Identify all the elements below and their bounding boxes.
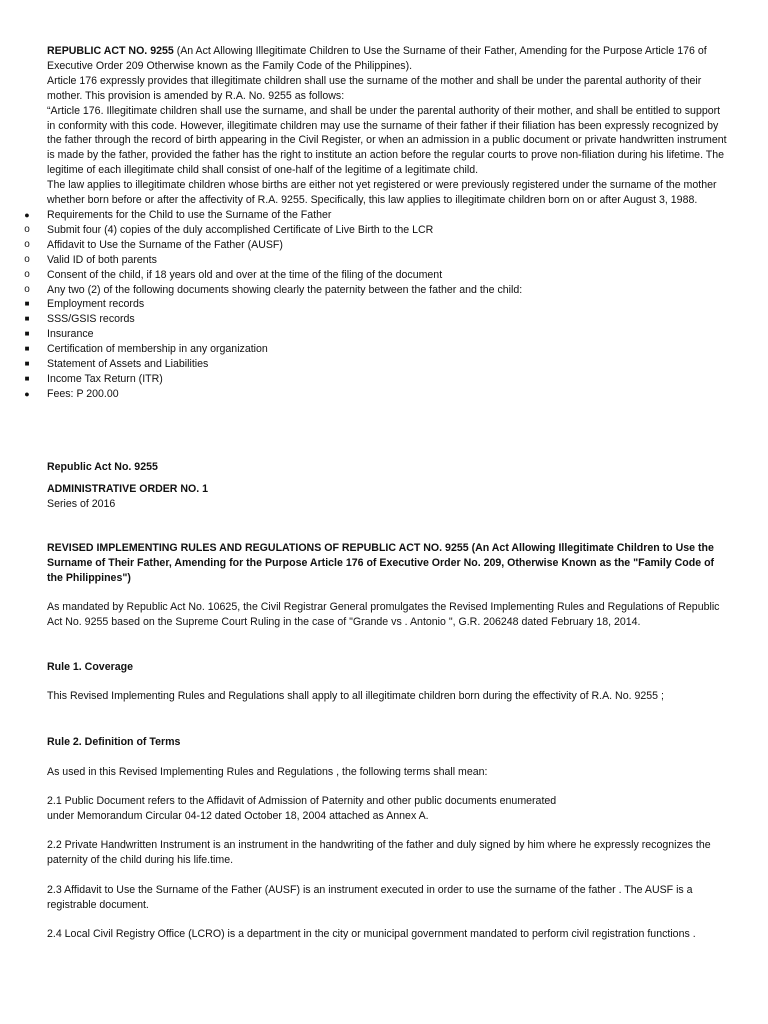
rule-2-title: Rule 2. Definition of Terms: [47, 736, 181, 748]
bullet-circle-icon: o: [24, 238, 30, 250]
requirements-list-item: [24, 253, 728, 268]
admin-order-title: ADMINISTRATIVE ORDER NO. 1: [47, 483, 209, 495]
bullet-dot-icon: ●: [24, 209, 30, 220]
article-176-intro: Article 176 expressly provides that illegitimate children shall use the surname of the mother and shall be under the parental authority of their mother. This provision is amended by R.A. No. 9255 as follows:: [47, 74, 702, 102]
irr-mandate: As mandated by Republic Act No. 10625, the Civil Registrar General promulgates the Revised Implementing Rules and Regulations of Republic Act No. 9255 based on the Supreme Court Ruling in the case of "Grande vs . Antonio ", G.R. 206248 dated February 18, 2014.: [47, 601, 720, 628]
bullet-square-icon: ■: [24, 299, 30, 309]
bullet-square-icon: ■: [24, 373, 30, 383]
rule-2-title-block: [47, 735, 728, 750]
requirements-list-item: [24, 223, 728, 238]
requirements-list-item-text: Valid ID of both parents: [47, 253, 157, 266]
definition-2-2: [47, 838, 728, 868]
admin-order-block: [47, 482, 728, 512]
bullet-square-icon: ■: [24, 359, 30, 369]
requirements-list-item-text: Any two (2) of the following documents showing clearly the paternity between the father and the child:: [47, 283, 523, 296]
requirements-list-item: [24, 312, 728, 327]
article-176-quote: “Article 176. Illegitimate children shall use the surname, and shall be under the parental authority of their mother, and shall be entitled to support in conformity with this code. However, illegitimate children may use the surname of their father if their filiation has been expressly recognized by the father through the record of birth appearing in the Civil Register, or when an admission in a public document or private handwritten instrument is made by the father, provided the father has the right to institute an action before the regular courts to prove non-filiation during his lifetime. The legitime of each illegitimate child shall consist of one-half of the legitime of a legitimate child.: [47, 104, 727, 177]
irr-heading: REVISED IMPLEMENTING RULES AND REGULATIONS OF REPUBLIC ACT NO. 9255 (An Act Allowing Illegitimate Children to Use the Surname of Their Father, Amending for the Purpose Article 176 of Executive Order No. 209, Otherwise Known as the "Family Code of the Philippines"): [47, 542, 715, 584]
requirements-list-item-text: Fees: P 200.00: [47, 387, 119, 400]
irr-heading-block: [47, 541, 728, 586]
bullet-dot-icon: ●: [24, 388, 30, 399]
law-applicability: The law applies to illegitimate children whose births are either not yet registered or were previously registered under the surname of the mother whether born before or after the affectivity of R.A. 9255. Specifically, this law applies to illegitimate children born on or after August 3, 1988.: [47, 179, 717, 207]
ra-label-block: [47, 460, 728, 475]
definition-2-4: [47, 927, 728, 942]
requirements-list-item-text: Consent of the child, if 18 years old and over at the time of the filing of the document: [47, 268, 443, 281]
requirements-list-item-text: Insurance: [47, 328, 94, 341]
bullet-square-icon: ■: [24, 344, 30, 354]
bullet-square-icon: ■: [24, 314, 30, 324]
definition-2-1: [47, 794, 728, 824]
requirements-list-item-text: SSS/GSIS records: [47, 313, 135, 326]
requirements-list: [24, 208, 728, 402]
requirements-list-item-text: Employment records: [47, 298, 145, 311]
rule-1-title-block: [47, 660, 728, 675]
rule-2-intro: As used in this Revised Implementing Rules and Regulations , the following terms shall mean:: [47, 766, 488, 778]
mandate-block: [47, 600, 728, 630]
definition-2-2-text: 2.2 Private Handwritten Instrument is an instrument in the handwriting of the father and duly signed by him where he expressly recognizes the paternity of the child during his life.time.: [47, 839, 711, 866]
requirements-list-item-text: Submit four (4) copies of the duly accomplished Certificate of Live Birth to the LCR: [47, 223, 434, 236]
requirements-list-item-text: Income Tax Return (ITR): [47, 372, 163, 385]
rule-1-text-block: [47, 689, 728, 704]
admin-order-series: Series of 2016: [47, 497, 116, 510]
requirements-list-item-text: Requirements for the Child to use the Surname of the Father: [47, 208, 332, 221]
ra-title-paragraph: [47, 44, 728, 74]
bullet-circle-icon: o: [24, 253, 30, 265]
requirements-list-item: [24, 357, 728, 372]
definition-2-1-line-2: under Memorandum Circular 04-12 dated October 18, 2004 attached as Annex A.: [47, 809, 429, 822]
requirements-list-item: [24, 297, 728, 312]
requirements-list-item: [24, 283, 728, 298]
requirements-list-item: [24, 268, 728, 283]
bullet-square-icon: ■: [24, 329, 30, 339]
requirements-list-item: [24, 372, 728, 387]
requirements-list-item-text: Certification of membership in any organization: [47, 343, 268, 356]
rule-2-intro-block: [47, 765, 728, 780]
definition-2-1-line-1: 2.1 Public Document refers to the Affidavit of Admission of Paternity and other public documents enumerated: [47, 795, 557, 807]
requirements-list-item: [24, 208, 728, 223]
bullet-circle-icon: o: [24, 283, 30, 295]
requirements-list-item: [24, 238, 728, 253]
definition-2-4-text: 2.4 Local Civil Registry Office (LCRO) is a department in the city or municipal government mandated to perform civil registration functions .: [47, 928, 696, 940]
rule-1-text: This Revised Implementing Rules and Regulations shall apply to all illegitimate children born during the effectivity of R.A. No. 9255 ;: [47, 690, 664, 702]
ra-label: Republic Act No. 9255: [47, 461, 158, 473]
requirements-list-item: [24, 327, 728, 342]
requirements-list-item: [24, 387, 728, 402]
requirements-list-item-text: Affidavit to Use the Surname of the Father (AUSF): [47, 238, 283, 251]
requirements-list-item: [24, 342, 728, 357]
definition-2-3-text: 2.3 Affidavit to Use the Surname of the Father (AUSF) is an instrument executed in order to use the surname of the father . The AUSF is a registrable document.: [47, 884, 693, 911]
definition-2-3: [47, 883, 728, 913]
bullet-circle-icon: o: [24, 223, 30, 235]
rule-1-title: Rule 1. Coverage: [47, 661, 133, 673]
bullet-circle-icon: o: [24, 268, 30, 280]
ra-title-description: (An Act Allowing Illegitimate Children to Use the Surname of their Father, Amending for the Purpose Article 176 of Executive Order 209 Otherwise known as the Family Code of the Philippines).: [47, 45, 707, 72]
ra-title: REPUBLIC ACT NO. 9255: [47, 45, 174, 57]
ra-9255-section: [24, 44, 728, 402]
requirements-list-item-text: Statement of Assets and Liabilities: [47, 358, 209, 371]
